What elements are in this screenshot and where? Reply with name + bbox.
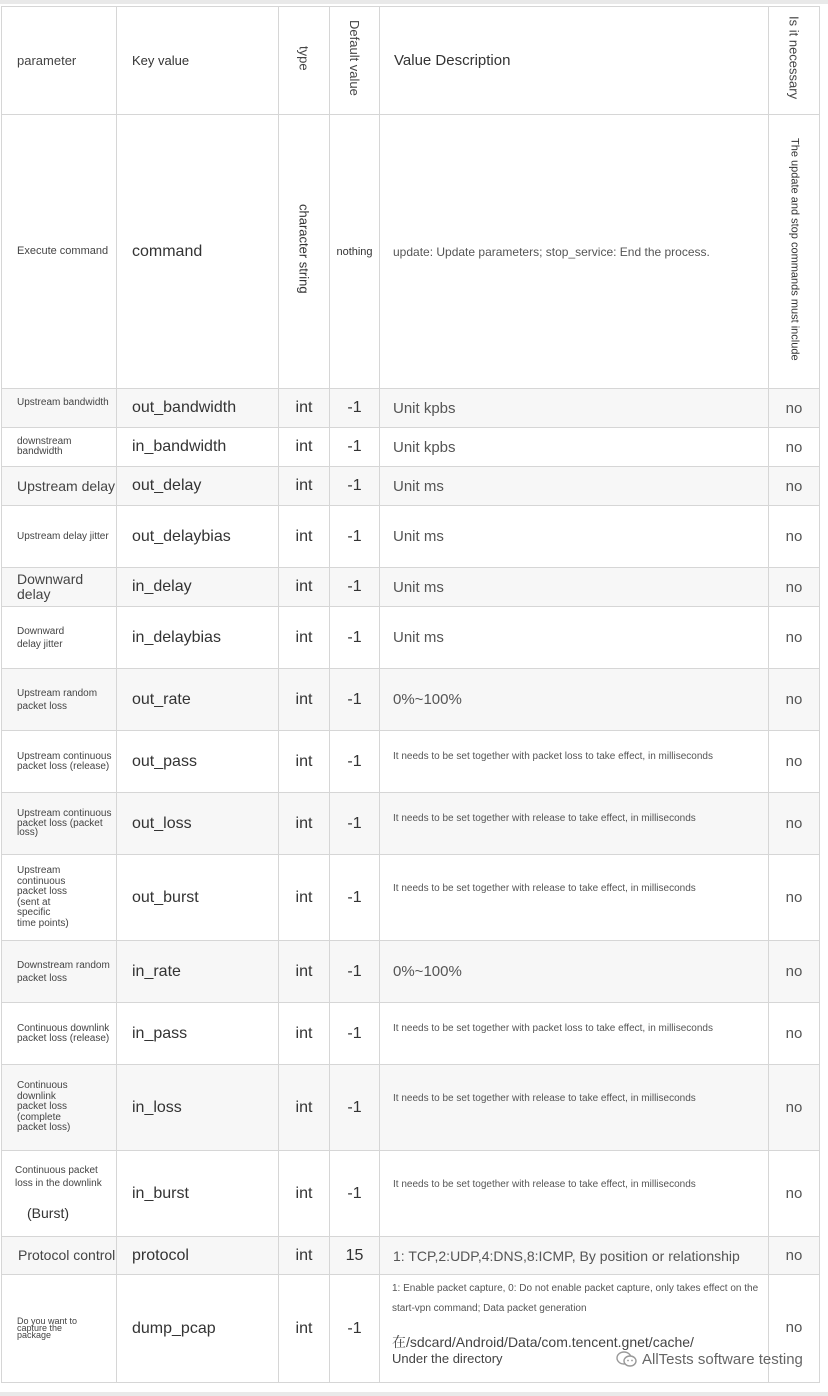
watermark — [616, 1350, 803, 1368]
necessary-cell: no — [769, 607, 820, 669]
key-cell: command — [117, 115, 279, 389]
table-row — [2, 568, 820, 607]
type-cell: int — [279, 1275, 330, 1383]
default-cell: -1 — [330, 793, 380, 855]
type-cell: int — [279, 1003, 330, 1065]
type-cell: int — [279, 607, 330, 669]
watermark-text: AllTests software testing — [642, 1350, 803, 1368]
header-default: Default value — [347, 20, 362, 96]
parameter-table — [1, 6, 820, 1383]
default-cell: -1 — [330, 1151, 380, 1237]
default-cell: -1 — [330, 731, 380, 793]
table-row — [2, 855, 820, 941]
desc-cell: 0%~100% — [380, 669, 769, 731]
param-cell: Upstream delay jitter — [2, 506, 117, 568]
default-cell: -1 — [330, 855, 380, 941]
param-cell: Continuous downlink packet loss (release) — [2, 1003, 117, 1065]
desc-cell: Unit kpbs — [380, 389, 769, 428]
param-cell: Upstream continuous packet loss (sent at specific time points) — [2, 855, 117, 941]
table-row — [2, 115, 820, 389]
default-cell: -1 — [330, 467, 380, 506]
key-cell: protocol — [117, 1237, 279, 1275]
type-cell: int — [279, 941, 330, 1003]
desc-cell: 0%~100% — [380, 941, 769, 1003]
necessary-cell: The update and stop commands must include — [788, 137, 801, 361]
desc-cell: It needs to be set together with release to take effect, in milliseconds — [380, 1065, 769, 1151]
desc-cell: It needs to be set together with packet loss to take effect, in milliseconds — [380, 1003, 769, 1065]
default-cell: -1 — [330, 941, 380, 1003]
table-row — [2, 1065, 820, 1151]
param-cell: Downward delay jitter — [2, 607, 117, 669]
key-cell: out_delaybias — [117, 506, 279, 568]
table-row — [2, 607, 820, 669]
default-cell: -1 — [330, 669, 380, 731]
type-cell: int — [279, 731, 330, 793]
wechat-icon — [616, 1350, 638, 1368]
header-description: Value Description — [380, 7, 769, 115]
default-cell: -1 — [330, 428, 380, 467]
param-cell: Execute command — [2, 115, 117, 389]
default-cell: -1 — [330, 568, 380, 607]
header-parameter: parameter — [2, 7, 117, 115]
key-cell: in_rate — [117, 941, 279, 1003]
key-cell: in_delay — [117, 568, 279, 607]
desc-cell: Unit ms — [380, 568, 769, 607]
header-necessary: Is it necessary — [786, 16, 802, 100]
table-row — [2, 1151, 820, 1237]
desc-cell: It needs to be set together with release to take effect, in milliseconds — [380, 855, 769, 941]
necessary-cell: no — [769, 941, 820, 1003]
key-cell: in_loss — [117, 1065, 279, 1151]
default-cell: -1 — [330, 1065, 380, 1151]
param-cell: Protocol control — [2, 1237, 117, 1275]
necessary-cell: no — [769, 731, 820, 793]
key-cell: in_delaybias — [117, 607, 279, 669]
param-cell: Upstream random packet loss — [2, 669, 117, 731]
necessary-cell: no — [769, 428, 820, 467]
type-cell: int — [279, 669, 330, 731]
table-row — [2, 941, 820, 1003]
necessary-cell: no — [769, 669, 820, 731]
key-cell: out_pass — [117, 731, 279, 793]
necessary-cell: no — [769, 1275, 820, 1383]
type-cell: character string — [296, 204, 312, 294]
key-cell: out_loss — [117, 793, 279, 855]
table-row — [2, 467, 820, 506]
param-cell: Continuous downlink packet loss (complete packet loss) — [2, 1065, 117, 1151]
desc-cell: 1: TCP,2:UDP,4:DNS,8:ICMP, By position or relationship — [380, 1237, 769, 1275]
param-cell: Upstream continuous packet loss (packet loss) — [2, 793, 117, 855]
param-cell: Downstream random packet loss — [2, 941, 117, 1003]
type-cell: int — [279, 1237, 330, 1275]
default-cell: -1 — [330, 1003, 380, 1065]
table-row — [2, 793, 820, 855]
table-row — [2, 428, 820, 467]
default-cell: -1 — [330, 1275, 380, 1383]
header-key: Key value — [117, 7, 279, 115]
default-cell: nothing — [330, 115, 380, 389]
table-row — [2, 669, 820, 731]
header-row — [2, 7, 820, 115]
necessary-cell: no — [769, 568, 820, 607]
table-row — [2, 731, 820, 793]
type-cell: int — [279, 855, 330, 941]
necessary-cell: no — [769, 1065, 820, 1151]
desc-cell: It needs to be set together with packet loss to take effect, in milliseconds — [380, 731, 769, 793]
param-cell-extra: (Burst) — [27, 1205, 69, 1222]
necessary-cell: no — [769, 1151, 820, 1237]
table-row — [2, 506, 820, 568]
default-cell: 15 — [330, 1237, 380, 1275]
necessary-cell: no — [769, 1237, 820, 1275]
necessary-cell: no — [769, 1003, 820, 1065]
desc-cell: Unit ms — [380, 467, 769, 506]
param-cell: Do you want to capture the package — [2, 1275, 117, 1383]
desc-cell: Unit ms — [380, 607, 769, 669]
desc-cell: Unit ms — [380, 506, 769, 568]
type-cell: int — [279, 389, 330, 428]
desc-cell: 1: Enable packet capture, 0: Do not enable packet capture, only takes effect on the start-vpn command; Data packet generation — [392, 1283, 759, 1314]
default-cell: -1 — [330, 506, 380, 568]
key-cell: in_burst — [117, 1151, 279, 1237]
type-cell: int — [279, 428, 330, 467]
desc-tail: Under the directory — [392, 1351, 503, 1366]
key-cell: out_burst — [117, 855, 279, 941]
key-cell: dump_pcap — [117, 1275, 279, 1383]
document-page — [0, 4, 828, 1392]
necessary-cell: no — [769, 506, 820, 568]
table-row — [2, 1237, 820, 1275]
table-row — [2, 1003, 820, 1065]
param-cell: downstream bandwidth — [2, 428, 117, 467]
header-type: type — [296, 45, 312, 71]
table-row — [2, 389, 820, 428]
desc-cell: update: Update parameters; stop_service: End the process. — [380, 115, 769, 389]
key-cell: in_pass — [117, 1003, 279, 1065]
type-cell: int — [279, 467, 330, 506]
desc-path: 在/sdcard/Android/Data/com.tencent.gnet/cache/ — [392, 1334, 694, 1350]
type-cell: int — [279, 793, 330, 855]
necessary-cell: no — [769, 855, 820, 941]
type-cell: int — [279, 506, 330, 568]
type-cell: int — [279, 1065, 330, 1151]
key-cell: out_bandwidth — [117, 389, 279, 428]
key-cell: in_bandwidth — [117, 428, 279, 467]
default-cell: -1 — [330, 607, 380, 669]
necessary-cell: no — [769, 793, 820, 855]
param-cell: Upstream bandwidth — [2, 389, 117, 428]
desc-cell: It needs to be set together with release to take effect, in milliseconds — [380, 793, 769, 855]
desc-cell: It needs to be set together with release to take effect, in milliseconds — [380, 1151, 769, 1237]
param-cell: Downward delay — [2, 568, 117, 607]
necessary-cell: no — [769, 389, 820, 428]
type-cell: int — [279, 568, 330, 607]
desc-cell: Unit kpbs — [380, 428, 769, 467]
param-cell: Upstream continuous packet loss (release) — [2, 731, 117, 793]
param-cell: Continuous packet loss in the downlink — [15, 1165, 102, 1190]
param-cell: Upstream delay — [2, 467, 117, 506]
type-cell: int — [279, 1151, 330, 1237]
necessary-cell: no — [769, 467, 820, 506]
key-cell: out_rate — [117, 669, 279, 731]
key-cell: out_delay — [117, 467, 279, 506]
default-cell: -1 — [330, 389, 380, 428]
